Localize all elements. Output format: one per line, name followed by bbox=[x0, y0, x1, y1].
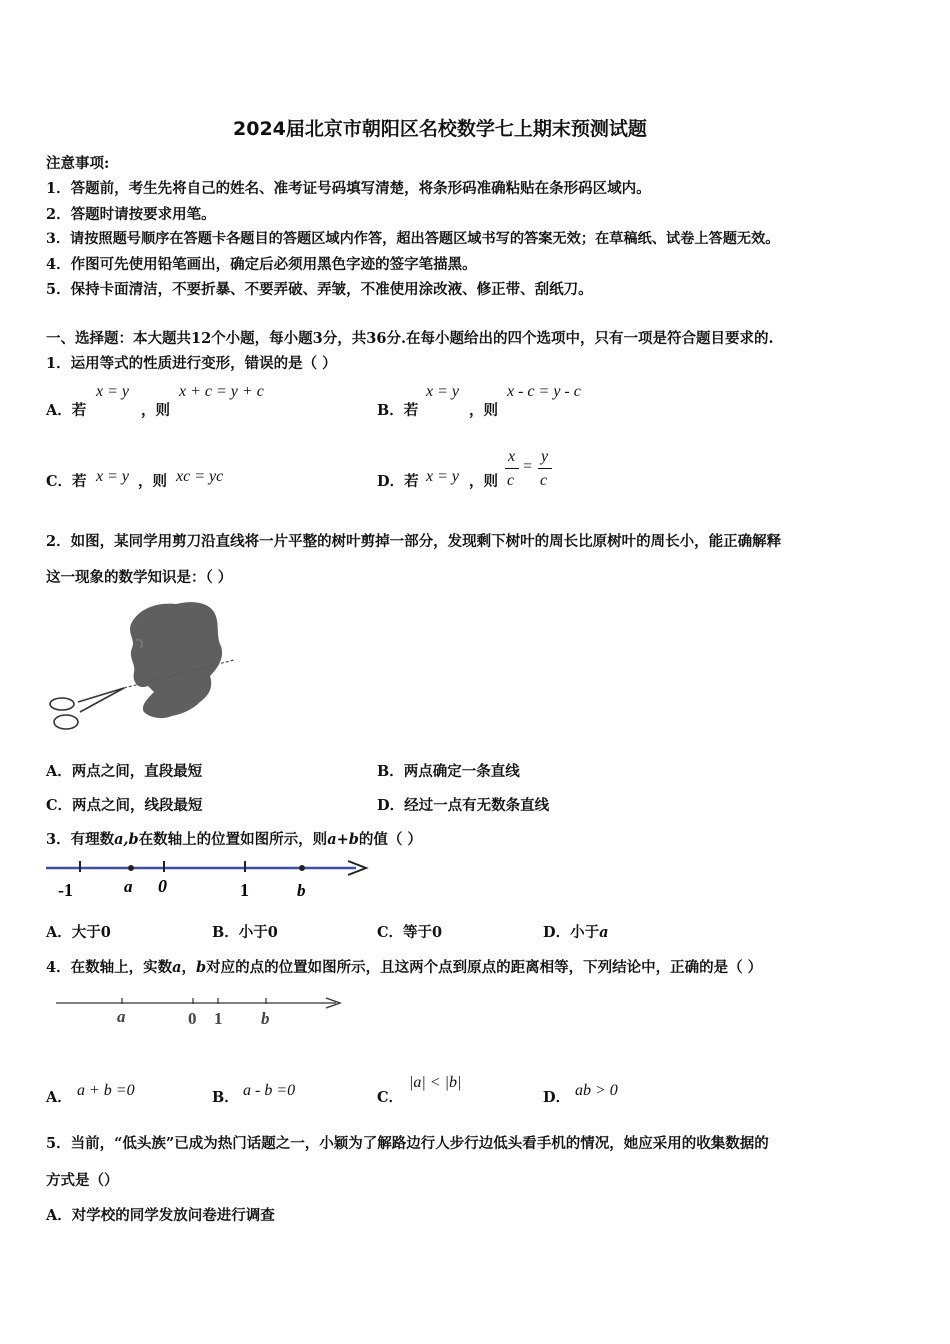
q4-stem-var-a: a bbox=[172, 959, 182, 976]
q2-stem-line-2: 这一现象的数学知识是：（ ） bbox=[46, 569, 233, 586]
leaf-scissors-figure bbox=[44, 598, 244, 740]
leaf-shape bbox=[130, 602, 222, 718]
q5-option-a: A．对学校的同学发放问卷进行调查 bbox=[46, 1207, 275, 1224]
q3-option-b: B．小于0 bbox=[212, 924, 278, 941]
q4-option-d-label: D． bbox=[543, 1089, 571, 1106]
q4-stem bbox=[46, 956, 762, 977]
q4-label-1: 1 bbox=[214, 1009, 223, 1028]
q3-stem-var: a,b bbox=[114, 831, 139, 848]
q4-option-d: ab > 0 bbox=[575, 1082, 618, 1099]
q1-option-d-denominator-1: c bbox=[507, 472, 515, 489]
q3-point-a bbox=[128, 865, 134, 871]
q3-option-c: C．等于0 bbox=[377, 924, 443, 941]
q4-number-line bbox=[54, 992, 349, 1032]
q4-stem-sep: ， bbox=[181, 959, 196, 976]
q3-number-line bbox=[44, 852, 374, 902]
q1-option-b-then: ，则 bbox=[469, 402, 498, 419]
scissors-icon bbox=[50, 688, 124, 729]
q4-stem-var-b: b bbox=[196, 959, 207, 976]
notice-item-5: 5．保持卡面清洁，不要折暴、不要弄破、弄皱，不准使用涂改液、修正带、刮纸刀。 bbox=[46, 281, 593, 298]
q2-option-a: A．两点之间，直段最短 bbox=[46, 763, 203, 780]
notice-item-3: 3．请按照题号顺序在答题卡各题目的答题区域内作答，超出答题区域书写的答案无效；在草稿纸、试卷上答题无效。 bbox=[46, 231, 780, 247]
q1-option-c-condition: x = y bbox=[96, 468, 129, 485]
q2-option-c: C．两点之间，线段最短 bbox=[46, 797, 203, 814]
q4-label-b: b bbox=[261, 1009, 270, 1028]
q1-option-b-condition: x = y bbox=[426, 383, 459, 400]
page-title: 2024届北京市朝阳区名校数学七上期末预测试题 bbox=[233, 118, 647, 140]
q1-option-b-result: x - c = y - c bbox=[507, 383, 581, 400]
q2-option-d: D．经过一点有无数条直线 bbox=[377, 797, 550, 814]
q2-option-b: B．两点确定一条直线 bbox=[377, 763, 520, 780]
q3-stem-mid: 在数轴上的位置如图所示，则 bbox=[138, 831, 328, 848]
q3-option-a: A．大于0 bbox=[46, 924, 111, 941]
q1-option-a-label: A．若 bbox=[46, 402, 87, 419]
q3-label-b: b bbox=[297, 881, 306, 900]
q3-label-0: 0 bbox=[158, 876, 167, 896]
q1-option-d-then: ，则 bbox=[469, 473, 498, 490]
q1-option-d-label: D．若 bbox=[377, 473, 419, 490]
q1-option-d-numerator-2: y bbox=[541, 448, 549, 465]
q3-stem-pre: 3．有理数 bbox=[46, 831, 115, 848]
q1-option-b-label: B．若 bbox=[377, 402, 419, 419]
q2-stem-line-1: 2．如图，某同学用剪刀沿直线将一片平整的树叶剪掉一部分，发现剩下树叶的周长比原树叶的周长小，能正确解释 bbox=[46, 533, 782, 550]
q4-label-a: a bbox=[117, 1007, 126, 1026]
q4-option-a-label: A． bbox=[46, 1089, 72, 1106]
q4-stem-pre: 4．在数轴上，实数 bbox=[46, 959, 173, 976]
q1-option-a-result: x + c = y + c bbox=[179, 383, 264, 400]
q4-option-c: |a| < |b| bbox=[409, 1074, 462, 1091]
q1-option-a-then: ，则 bbox=[141, 402, 170, 419]
q1-option-d-condition: x = y bbox=[426, 468, 459, 485]
q3-point-b bbox=[299, 865, 305, 871]
q1-option-a-condition: x = y bbox=[96, 383, 129, 400]
q3-label-1: 1 bbox=[240, 880, 249, 900]
q4-option-c-label: C． bbox=[377, 1089, 404, 1106]
q3-stem-post: 的值（ ） bbox=[358, 831, 422, 848]
notice-item-1: 1．答题前，考生先将自己的姓名、准考证号码填写清楚，将条形码准确粘贴在条形码区域内。 bbox=[46, 180, 651, 197]
q4-stem-post: 对应的点的位置如图所示，且这两个点到原点的距离相等，下列结论中，正确的是（ ） bbox=[206, 959, 763, 976]
q1-option-d-numerator-1: x bbox=[508, 448, 516, 465]
q5-stem-line-2: 方式是（） bbox=[46, 1172, 119, 1189]
q1-option-d-fraction-bar-1 bbox=[505, 468, 519, 469]
q1-option-c-then: ，则 bbox=[138, 473, 167, 490]
q5-stem-line-1: 5．当前，“低头族”已成为热门话题之一，小颖为了解路边行人步行边低头看手机的情况，她应采用的收集数据的 bbox=[46, 1135, 769, 1152]
q1-option-d-fraction-bar-2 bbox=[538, 468, 552, 469]
q1-option-c-label: C．若 bbox=[46, 473, 87, 490]
q4-option-b: a - b =0 bbox=[243, 1082, 296, 1099]
q3-option-d bbox=[543, 921, 608, 942]
q1-option-c-result: xc = yc bbox=[176, 468, 224, 485]
q3-label-a: a bbox=[124, 877, 133, 896]
q3-option-d-var: a bbox=[599, 924, 609, 941]
q1-option-d-equals: = bbox=[523, 458, 533, 475]
q3-label-minus-1: -1 bbox=[58, 880, 73, 900]
notice-heading: 注意事项: bbox=[46, 155, 110, 172]
q3-stem bbox=[46, 828, 422, 849]
q1-stem: 1．运用等式的性质进行变形，错误的是（ ） bbox=[46, 355, 337, 372]
q4-option-b-label: B． bbox=[212, 1089, 239, 1106]
q3-option-d-text: D．小于 bbox=[543, 924, 600, 941]
q4-option-a: a + b =0 bbox=[77, 1082, 135, 1099]
notice-item-2: 2．答题时请按要求用笔。 bbox=[46, 206, 216, 223]
q1-option-d-denominator-2: c bbox=[540, 472, 548, 489]
q4-label-0: 0 bbox=[188, 1009, 197, 1028]
notice-item-4: 4．作图可先使用铅笔画出，确定后必须用黑色字迹的签字笔描黑。 bbox=[46, 256, 477, 273]
q3-stem-expr: a+b bbox=[327, 831, 359, 848]
section-heading: 一、选择题：本大题共12个小题，每小题3分，共36分.在每小题给出的四个选项中，只有一项是符合题目要求的. bbox=[46, 330, 774, 347]
